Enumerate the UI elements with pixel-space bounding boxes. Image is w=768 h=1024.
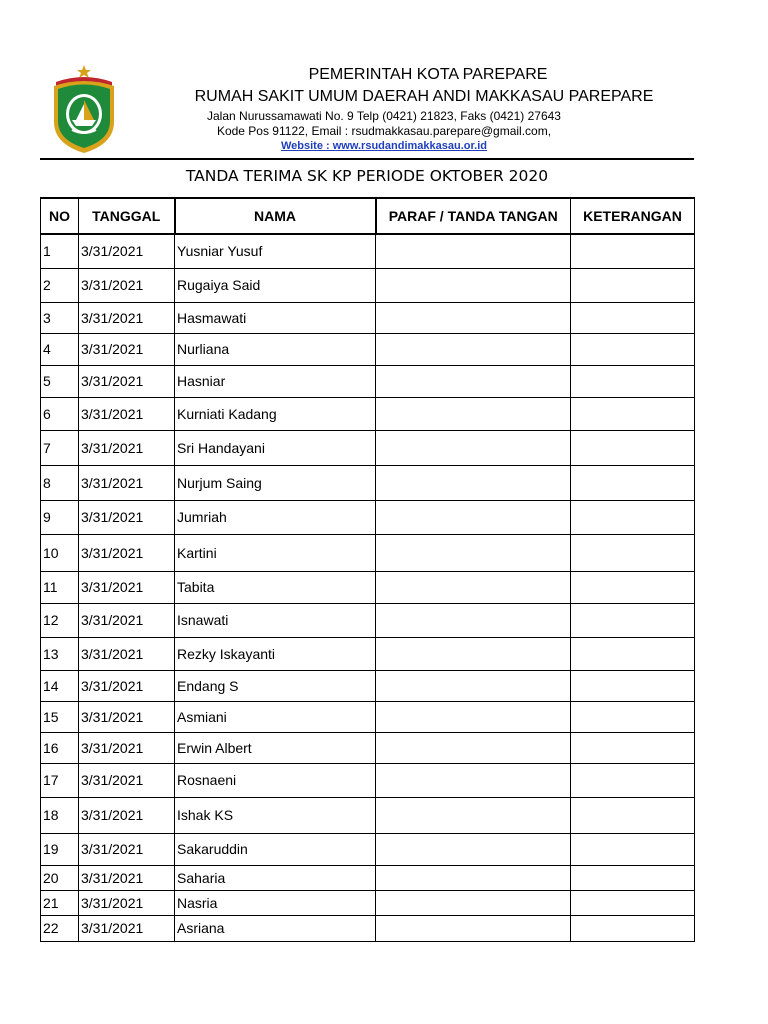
cell-no: 12 xyxy=(41,603,79,637)
column-header-keterangan: KETERANGAN xyxy=(571,198,695,234)
cell-paraf xyxy=(376,797,571,833)
cell-nama: Saharia xyxy=(175,865,376,890)
cell-paraf xyxy=(376,732,571,763)
cell-keterangan xyxy=(571,430,695,465)
cell-no: 8 xyxy=(41,465,79,500)
table-row xyxy=(41,465,695,500)
cell-tanggal: 3/31/2021 xyxy=(79,670,175,701)
cell-nama: Erwin Albert xyxy=(175,732,376,763)
cell-paraf xyxy=(376,833,571,865)
cell-nama: Nasria xyxy=(175,890,376,915)
cell-tanggal: 3/31/2021 xyxy=(79,365,175,397)
cell-tanggal: 3/31/2021 xyxy=(79,763,175,797)
cell-keterangan xyxy=(571,534,695,571)
cell-keterangan xyxy=(571,397,695,430)
cell-tanggal: 3/31/2021 xyxy=(79,571,175,603)
cell-tanggal: 3/31/2021 xyxy=(79,302,175,333)
cell-no: 14 xyxy=(41,670,79,701)
cell-tanggal: 3/31/2021 xyxy=(79,268,175,302)
cell-tanggal: 3/31/2021 xyxy=(79,890,175,915)
cell-keterangan xyxy=(571,865,695,890)
table-row xyxy=(41,500,695,534)
receipt-table xyxy=(40,197,695,942)
cell-no: 21 xyxy=(41,890,79,915)
cell-keterangan xyxy=(571,701,695,732)
cell-nama: Rosnaeni xyxy=(175,763,376,797)
table-row xyxy=(41,797,695,833)
cell-no: 15 xyxy=(41,701,79,732)
cell-paraf xyxy=(376,430,571,465)
cell-paraf xyxy=(376,365,571,397)
table-row xyxy=(41,763,695,797)
table-row xyxy=(41,302,695,333)
cell-nama: Isnawati xyxy=(175,603,376,637)
cell-nama: Endang S xyxy=(175,670,376,701)
cell-paraf xyxy=(376,637,571,670)
table-row xyxy=(41,865,695,890)
cell-keterangan xyxy=(571,890,695,915)
cell-keterangan xyxy=(571,234,695,268)
cell-keterangan xyxy=(571,763,695,797)
cell-nama: Rezky Iskayanti xyxy=(175,637,376,670)
table-row xyxy=(41,701,695,732)
table-row xyxy=(41,890,695,915)
cell-no: 22 xyxy=(41,915,79,941)
cell-paraf xyxy=(376,534,571,571)
cell-paraf xyxy=(376,465,571,500)
cell-paraf xyxy=(376,603,571,637)
table-row xyxy=(41,833,695,865)
cell-paraf xyxy=(376,701,571,732)
table-row xyxy=(41,234,695,268)
cell-nama: Hasniar xyxy=(175,365,376,397)
cell-nama: Nurliana xyxy=(175,333,376,365)
cell-paraf xyxy=(376,865,571,890)
cell-paraf xyxy=(376,500,571,534)
cell-keterangan xyxy=(571,571,695,603)
cell-nama: Kartini xyxy=(175,534,376,571)
table-row xyxy=(41,397,695,430)
cell-tanggal: 3/31/2021 xyxy=(79,333,175,365)
cell-no: 17 xyxy=(41,763,79,797)
cell-paraf xyxy=(376,234,571,268)
cell-no: 2 xyxy=(41,268,79,302)
cell-no: 1 xyxy=(41,234,79,268)
cell-keterangan xyxy=(571,915,695,941)
cell-no: 4 xyxy=(41,333,79,365)
cell-tanggal: 3/31/2021 xyxy=(79,701,175,732)
cell-keterangan xyxy=(571,500,695,534)
cell-nama: Jumriah xyxy=(175,500,376,534)
header-divider xyxy=(40,158,694,160)
cell-tanggal: 3/31/2021 xyxy=(79,637,175,670)
cell-nama: Rugaiya Said xyxy=(175,268,376,302)
cell-keterangan xyxy=(571,797,695,833)
column-header-tanggal: TANGGAL xyxy=(79,198,175,234)
cell-nama: Asriana xyxy=(175,915,376,941)
cell-no: 7 xyxy=(41,430,79,465)
cell-nama: Yusniar Yusuf xyxy=(175,234,376,268)
cell-nama: Kurniati Kadang xyxy=(175,397,376,430)
table-row xyxy=(41,430,695,465)
cell-tanggal: 3/31/2021 xyxy=(79,797,175,833)
cell-keterangan xyxy=(571,603,695,637)
table-row xyxy=(41,670,695,701)
cell-no: 20 xyxy=(41,865,79,890)
cell-keterangan xyxy=(571,302,695,333)
cell-keterangan xyxy=(571,833,695,865)
header-website xyxy=(0,140,768,152)
cell-paraf xyxy=(376,397,571,430)
cell-paraf xyxy=(376,670,571,701)
cell-tanggal: 3/31/2021 xyxy=(79,865,175,890)
cell-no: 16 xyxy=(41,732,79,763)
cell-paraf xyxy=(376,890,571,915)
cell-no: 6 xyxy=(41,397,79,430)
cell-tanggal: 3/31/2021 xyxy=(79,465,175,500)
cell-nama: Ishak KS xyxy=(175,797,376,833)
table-header-row xyxy=(41,198,695,234)
table-row xyxy=(41,333,695,365)
cell-no: 13 xyxy=(41,637,79,670)
cell-paraf xyxy=(376,571,571,603)
cell-no: 11 xyxy=(41,571,79,603)
cell-nama: Tabita xyxy=(175,571,376,603)
cell-no: 5 xyxy=(41,365,79,397)
cell-tanggal: 3/31/2021 xyxy=(79,534,175,571)
document-title: TANDA TERIMA SK KP PERIODE OKTOBER 2020 xyxy=(185,167,549,185)
cell-paraf xyxy=(376,302,571,333)
cell-paraf xyxy=(376,268,571,302)
cell-keterangan xyxy=(571,637,695,670)
cell-tanggal: 3/31/2021 xyxy=(79,603,175,637)
cell-keterangan xyxy=(571,365,695,397)
header-address: Jalan Nurussamawati No. 9 Telp (0421) 21823, Faks (0421) 27643 xyxy=(207,109,561,123)
header-hospital-name: RUMAH SAKIT UMUM DAERAH ANDI MAKKASAU PAREPARE xyxy=(194,88,654,105)
cell-tanggal: 3/31/2021 xyxy=(79,430,175,465)
cell-keterangan xyxy=(571,333,695,365)
cell-nama: Hasmawati xyxy=(175,302,376,333)
cell-nama: Sri Handayani xyxy=(175,430,376,465)
cell-keterangan xyxy=(571,670,695,701)
table-row xyxy=(41,534,695,571)
cell-tanggal: 3/31/2021 xyxy=(79,915,175,941)
table-row xyxy=(41,365,695,397)
column-header-nama: NAMA xyxy=(175,198,376,234)
cell-paraf xyxy=(376,763,571,797)
table-row xyxy=(41,603,695,637)
cell-no: 19 xyxy=(41,833,79,865)
cell-no: 9 xyxy=(41,500,79,534)
cell-keterangan xyxy=(571,268,695,302)
cell-tanggal: 3/31/2021 xyxy=(79,234,175,268)
cell-keterangan xyxy=(571,465,695,500)
table-row xyxy=(41,637,695,670)
cell-tanggal: 3/31/2021 xyxy=(79,833,175,865)
cell-paraf xyxy=(376,915,571,941)
column-header-paraf: PARAF / TANDA TANGAN xyxy=(376,198,571,234)
cell-tanggal: 3/31/2021 xyxy=(79,500,175,534)
table-row xyxy=(41,732,695,763)
cell-tanggal: 3/31/2021 xyxy=(79,397,175,430)
cell-keterangan xyxy=(571,732,695,763)
cell-nama: Nurjum Saing xyxy=(175,465,376,500)
cell-tanggal: 3/31/2021 xyxy=(79,732,175,763)
table-row xyxy=(41,571,695,603)
cell-no: 10 xyxy=(41,534,79,571)
cell-nama: Sakaruddin xyxy=(175,833,376,865)
cell-no: 18 xyxy=(41,797,79,833)
header-postal-email: Kode Pos 91122, Email : rsudmakkasau.parepare@gmail.com, xyxy=(216,124,552,138)
table-row xyxy=(41,915,695,941)
table-row xyxy=(41,268,695,302)
column-header-no: NO xyxy=(41,198,79,234)
cell-paraf xyxy=(376,333,571,365)
cell-no: 3 xyxy=(41,302,79,333)
header-government-name: PEMERINTAH KOTA PAREPARE xyxy=(308,66,548,83)
cell-nama: Asmiani xyxy=(175,701,376,732)
website-link[interactable]: Website : www.rsudandimakkasau.or.id xyxy=(280,140,487,152)
